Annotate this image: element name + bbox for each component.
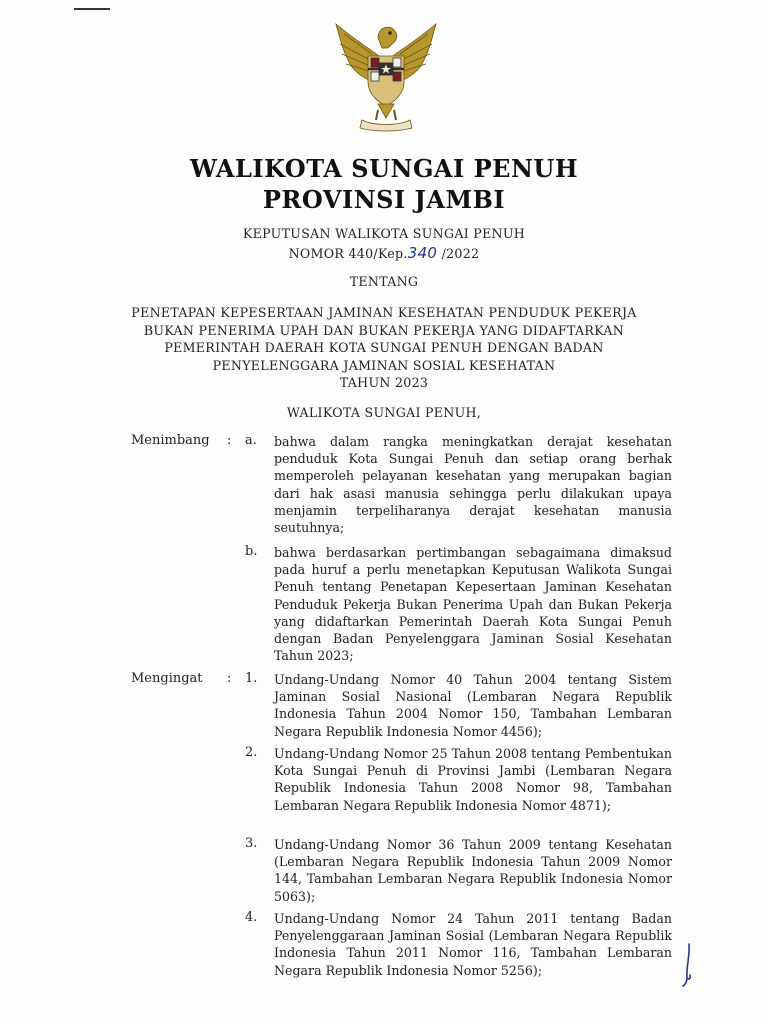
mengingat-item-4: Undang-Undang Nomor 24 Tahun 2011 tentang Badan Penyelenggaraan Jaminan Sosial (Lembaran Negara Republik Indonesia Tahun 2011 Nomor 116, Tambahan Lembaran Negara Republik Indonesia Nomor 5256); bbox=[274, 911, 672, 978]
decree-number-handwritten: 340 bbox=[407, 244, 438, 262]
initial-pen-mark-icon bbox=[680, 942, 694, 988]
mengingat-item-3: Undang-Undang Nomor 36 Tahun 2009 tentang Kesehatan (Lembaran Negara Republik Indonesia Tahun 2009 Nomor 144, Tambahan Lembaran Negara Republik Indonesia Nomor 5063); bbox=[274, 837, 672, 904]
mengingat-item-2: Undang-Undang Nomor 25 Tahun 2008 tentang Pembentukan Kota Sungai Penuh di Provinsi Jambi (Lembaran Negara Republik Indonesia Tahun 2008 Nomor 98, Tambahan Lembaran Negara Republik Indonesia Nomor 4871); bbox=[274, 746, 672, 813]
mengingat-item-1: Undang-Undang Nomor 40 Tahun 2004 tentang Sistem Jaminan Sosial Nasional (Lembaran Negara Republik Indonesia Tahun 2004 Nomor 150, Tambahan Lembaran Negara Republik Indonesia Nomor 4456); bbox=[274, 672, 672, 739]
menimbang-item-a: bahwa dalam rangka meningkatkan derajat kesehatan penduduk Kota Sungai Penuh dan setiap orang berhak memperoleh pelayanan kesehatan yang merupakan bagian dari hak asasi manusia sehingga perlu dilakukan upaya menjamin terpeliharanya derajat kesehatan manusia seutuhnya; bbox=[274, 434, 672, 536]
garuda-emblem-icon bbox=[328, 18, 444, 136]
list-marker: 1. bbox=[245, 671, 258, 686]
list-marker: 4. bbox=[245, 910, 258, 925]
subject-line: TAHUN 2023 bbox=[339, 375, 429, 391]
tentang-label: TENTANG bbox=[349, 274, 419, 289]
decree-number bbox=[0, 244, 768, 262]
subject-line: BUKAN PENERIMA UPAH DAN BUKAN PEKERJA YANG DIDAFTARKAN bbox=[143, 322, 625, 338]
authority-title: WALIKOTA SUNGAI PENUH bbox=[189, 154, 579, 183]
decree-subject bbox=[0, 304, 768, 392]
list-marker: 3. bbox=[245, 836, 258, 851]
subject-line: PENYELENGGARA JAMINAN SOSIAL KESEHATAN bbox=[212, 357, 556, 373]
subject-line: PENETAPAN KEPESERTAAN JAMINAN KESEHATAN PENDUDUK PEKERJA bbox=[131, 305, 637, 320]
list-marker: a. bbox=[245, 433, 257, 448]
province-title: PROVINSI JAMBI bbox=[262, 185, 506, 214]
menimbang-label: Menimbang bbox=[131, 433, 210, 448]
mengingat-label: Mengingat bbox=[131, 671, 203, 686]
menimbang-colon: : bbox=[227, 433, 232, 448]
decree-number-suffix: /2022 bbox=[437, 246, 480, 261]
decree-number-prefix: NOMOR 440/Kep. bbox=[288, 246, 408, 261]
menimbang-item-b: bahwa berdasarkan pertimbangan sebagaimana dimaksud pada huruf a perlu menetapkan Keputusan Walikota Sungai Penuh tentang Penetapan Kepesertaan Jaminan Kesehatan Penduduk Pekerja Bukan Penerima Upah dan Bukan Pekerja yang didaftarkan Pemerintah Daerah Kota Sungai Penuh dengan Badan Penyelenggara Jaminan Sosial Kesehatan Tahun 2023; bbox=[274, 545, 672, 664]
corner-pen-mark bbox=[74, 8, 110, 10]
list-marker: b. bbox=[245, 544, 258, 559]
decree-type: KEPUTUSAN WALIKOTA SUNGAI PENUH bbox=[242, 226, 526, 241]
subject-line: PEMERINTAH DAERAH KOTA SUNGAI PENUH DENGAN BADAN bbox=[164, 340, 604, 356]
list-marker: 2. bbox=[245, 745, 258, 760]
issuer-line: WALIKOTA SUNGAI PENUH, bbox=[286, 405, 482, 420]
mengingat-colon: : bbox=[227, 671, 232, 686]
